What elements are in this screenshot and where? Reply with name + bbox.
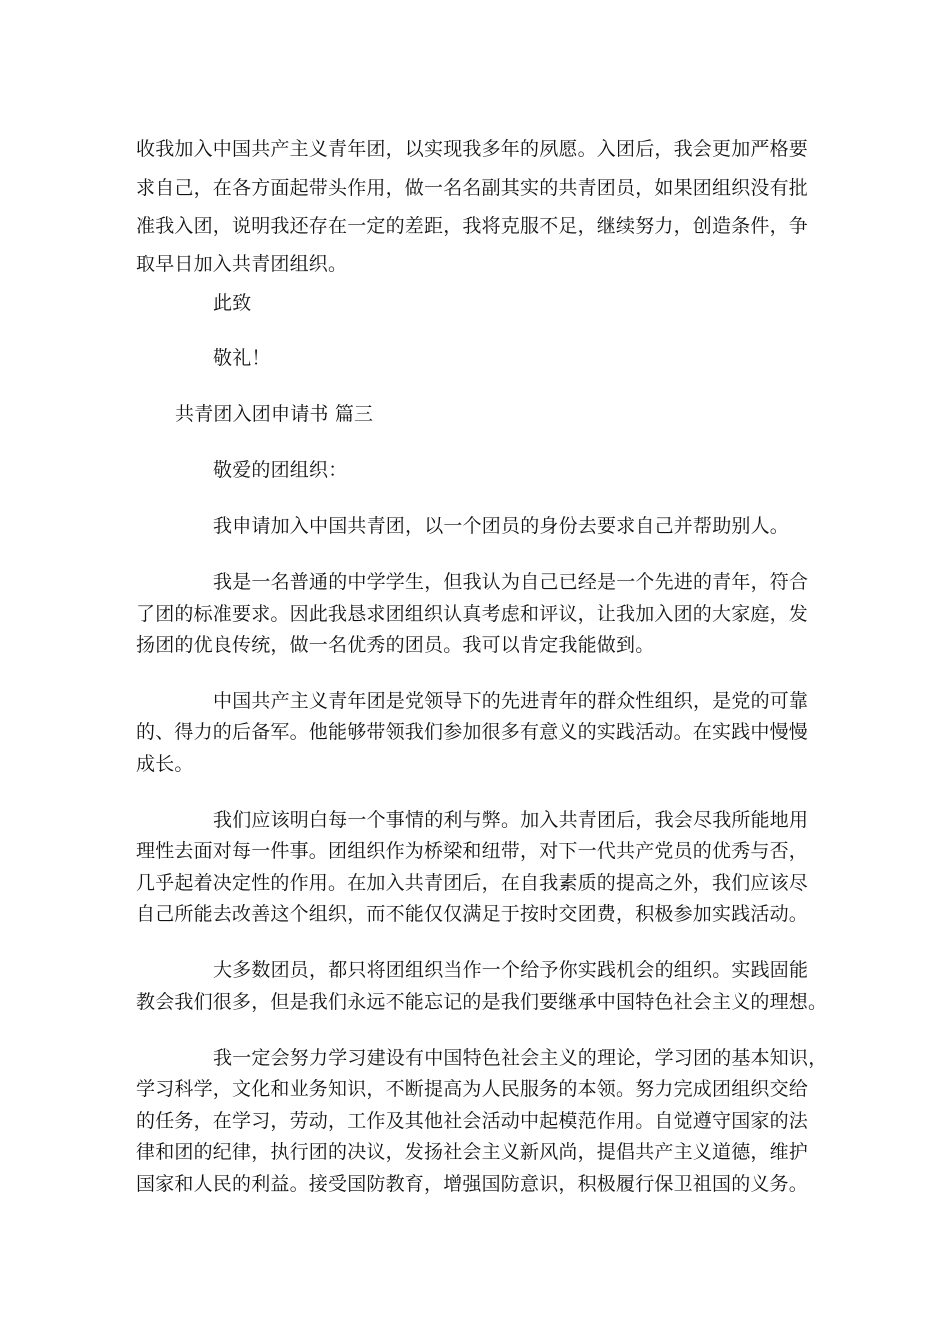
closing-regards: 敬礼！: [213, 347, 271, 369]
text-line: 学习科学，文化和业务知识，不断提高为人民服务的本领。努力完成团组织交给: [136, 1078, 809, 1100]
text-line: 几乎起着决定性的作用。在加入共青团后，在自我素质的提高之外，我们应该尽: [136, 872, 809, 894]
text-line: 教会我们很多，但是我们永远不能忘记的是我们要继承中国特色社会主义的理想。: [136, 991, 828, 1013]
text-line: 我一定会努力学习建设有中国特色社会主义的理论，学习团的基本知识，: [213, 1047, 828, 1069]
text-line: 国家和人民的利益。接受国防教育，增强国防意识，积极履行保卫祖国的义务。: [136, 1173, 809, 1195]
text-line: 收我加入中国共产主义青年团，以实现我多年的夙愿。入团后，我会更加严格要: [136, 138, 809, 160]
text-line: 取早日加入共青团组织。: [136, 253, 348, 275]
text-line: 我申请加入中国共青团，以一个团员的身份去要求自己并帮助别人。: [213, 515, 790, 537]
text-line: 律和团的纪律，执行团的决议，发扬社会主义新风尚，提倡共产主义道德，维护: [136, 1141, 809, 1163]
text-line: 大多数团员，都只将团组织当作一个给予你实践机会的组织。实践固能: [213, 959, 809, 981]
text-line: 我们应该明白每一个事情的利与弊。加入共青团后，我会尽我所能地用: [213, 809, 809, 831]
text-line: 准我入团，说明我还存在一定的差距，我将克服不足，继续努力，创造条件，争: [136, 215, 809, 237]
text-line: 理性去面对每一件事。团组织作为桥梁和纽带，对下一代共产党员的优秀与否，: [136, 840, 809, 862]
text-line: 扬团的优良传统，做一名优秀的团员。我可以肯定我能做到。: [136, 634, 655, 656]
text-line: 的、得力的后备军。他能够带领我们参加很多有意义的实践活动。在实践中慢慢: [136, 721, 809, 743]
section-heading: 共青团入团申请书 篇三: [175, 403, 374, 425]
text-line: 了团的标准要求。因此我恳求团组织认真考虑和评议，让我加入团的大家庭，发: [136, 603, 809, 625]
closing-salutation: 此致: [213, 292, 252, 314]
text-line: 我是一名普通的中学学生，但我认为自己已经是一个先进的青年，符合: [213, 571, 809, 593]
text-line: 的任务，在学习，劳动，工作及其他社会活动中起模范作用。自觉遵守国家的法: [136, 1110, 809, 1132]
text-line: 成长。: [136, 753, 194, 775]
text-line: 中国共产主义青年团是党领导下的先进青年的群众性组织，是党的可靠: [213, 690, 809, 712]
text-line: 自己所能去改善这个组织，而不能仅仅满足于按时交团费，积极参加实践活动。: [136, 903, 809, 925]
letter-greeting: 敬爱的团组织：: [213, 459, 348, 481]
text-line: 求自己，在各方面起带头作用，做一名名副其实的共青团员，如果团组织没有批: [136, 177, 809, 199]
